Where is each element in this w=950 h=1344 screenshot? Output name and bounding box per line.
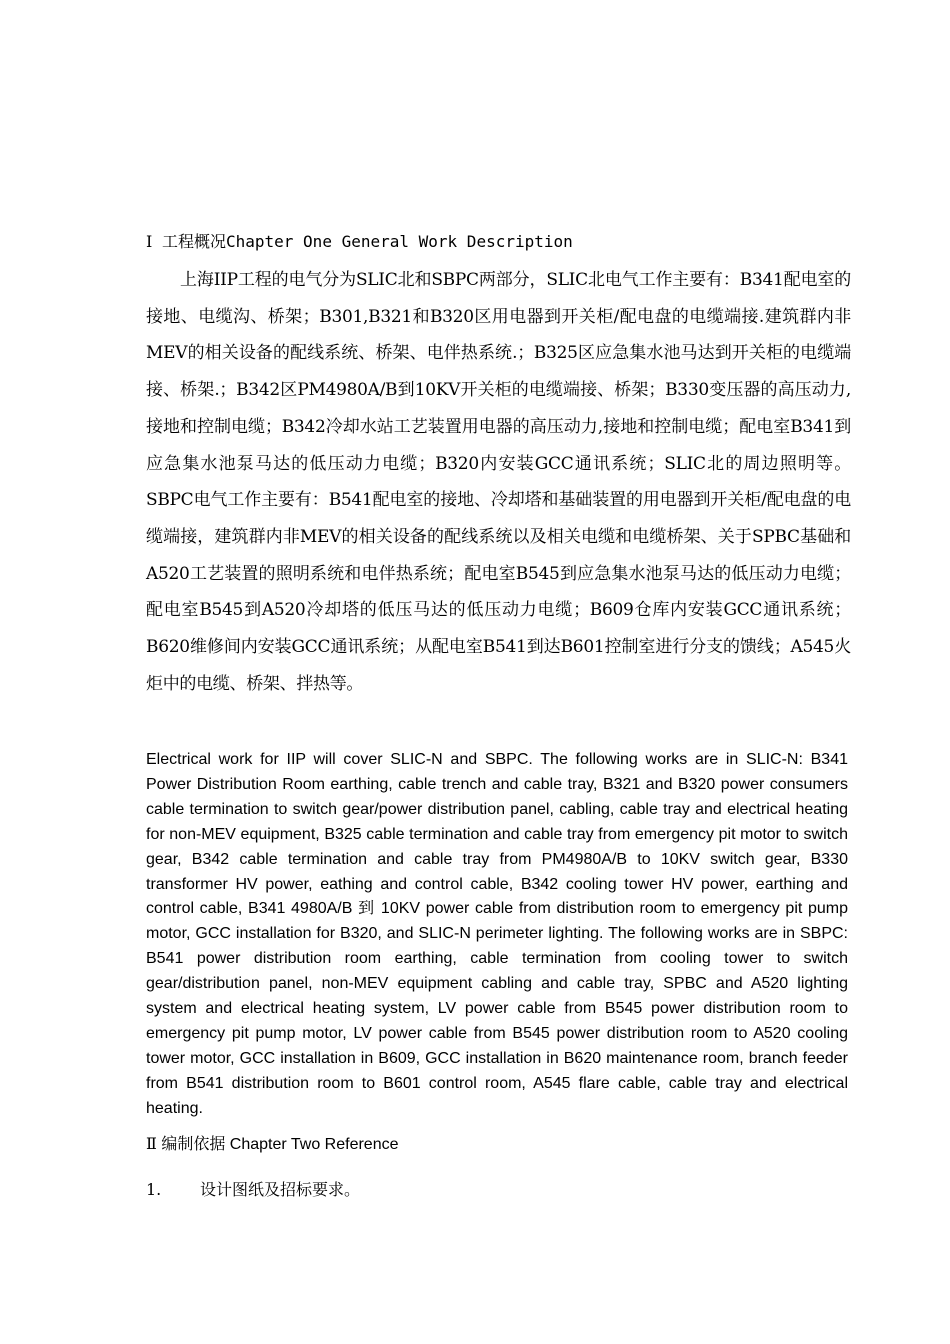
overview-paragraph-zh: 上海IIP工程的电气分为SLIC北和SBPC两部分，SLIC北电气工作主要有：B341配电室的接地、电缆沟、桥架；B301,B321和B320区用电器到开关柜/配电盘的电缆端接.建筑群内非MEV的相关设备的配线系统、桥架、电伴热系统.；B325区应急集水池马达到开关柜的电缆端接、桥架.；B342区PM4980A/B到10KV开关柜的电缆端接、桥架；B330变压器的高压动力,接地和控制电缆；B342冷却水站工艺装置用电器的高压动力,接地和控制电缆；配电室B341到应急集水池泵马达的低压动力电缆；B320内安装GCC通讯系统；SLIC北的周边照明等。 SBPC电气工作主要有：B541配电室的接地、冷却塔和基础装置的用电器到开关柜/配电盘的电缆端接，建筑群内非MEV的相关设备的配线系统以及相关电缆和电缆桥架、关于SPBC基础和A520工艺装置的照明系统和电伴热系统；配电室B545到应急集水池泵马达的低压动力电缆；配电室B545到A520冷却塔的低压马达的低压动力电缆；B609仓库内安装GCC通讯系统；B620维修间内安装GCC通讯系统；从配电室B541到达B601控制室进行分支的馈线；A545火炬中的电缆、桥架、拌热等。 bbox=[146, 270, 851, 694]
chapter-two-title-zh: 编制依据 bbox=[161, 1134, 226, 1153]
chapter-two-heading bbox=[146, 1132, 866, 1157]
chapter-one-numeral: Ⅰ bbox=[146, 232, 153, 251]
chapter-one-title-en: Chapter One General Work Description bbox=[225, 232, 573, 251]
reference-text: 设计图纸及招标要求。 bbox=[200, 1180, 361, 1199]
overview-paragraph-en: Electrical work for IIP will cover SLIC-N and SBPC. The following works are in SLIC-N: B341 Power Distribution Room earthing, cable trench and cable tray, B321 and B320 power consumers cable termination to switch gear/power distribution panel, cabling, cable tray and electrical heating for non-MEV equipment, B325 cable termination and cable tray from emergency pit motor to switch gear, B342 cable termination and cable tray from PM4980A/B to 10KV switch gear, B330 transformer HV power, eathing and control cable, B342 cooling tower HV power, earthing and control cable, B341 4980A/B 到 10KV power cable from distribution room to emergency pit pump motor, GCC installation for B320, and SLIC-N perimeter lighting. The following works are in SBPC: B541 power distribution room earthing, cable termination from cooling tower to switch gear/distribution panel, non-MEV equipment cabling and cable tray, SPBC and A520 lighting system and electrical heating system, LV power cable from B545 power distribution room to emergency pit pump motor, LV power cable from B545 power distribution room to A520 cooling tower motor, GCC installation in B609, GCC installation in B620 maintenance room, branch feeder from B541 distribution room to B601 control room, A545 flare cable, cable tray and electrical heating. bbox=[146, 751, 848, 1117]
chapter-two-numeral: Ⅱ bbox=[146, 1134, 157, 1153]
chapter-two-title-en: Chapter Two Reference bbox=[229, 1136, 399, 1153]
chapter-one-heading bbox=[146, 230, 866, 254]
reference-list-item bbox=[146, 1178, 846, 1202]
chapter-one-title-zh: 工程概况 bbox=[161, 232, 226, 251]
reference-number: 1. bbox=[146, 1180, 162, 1199]
